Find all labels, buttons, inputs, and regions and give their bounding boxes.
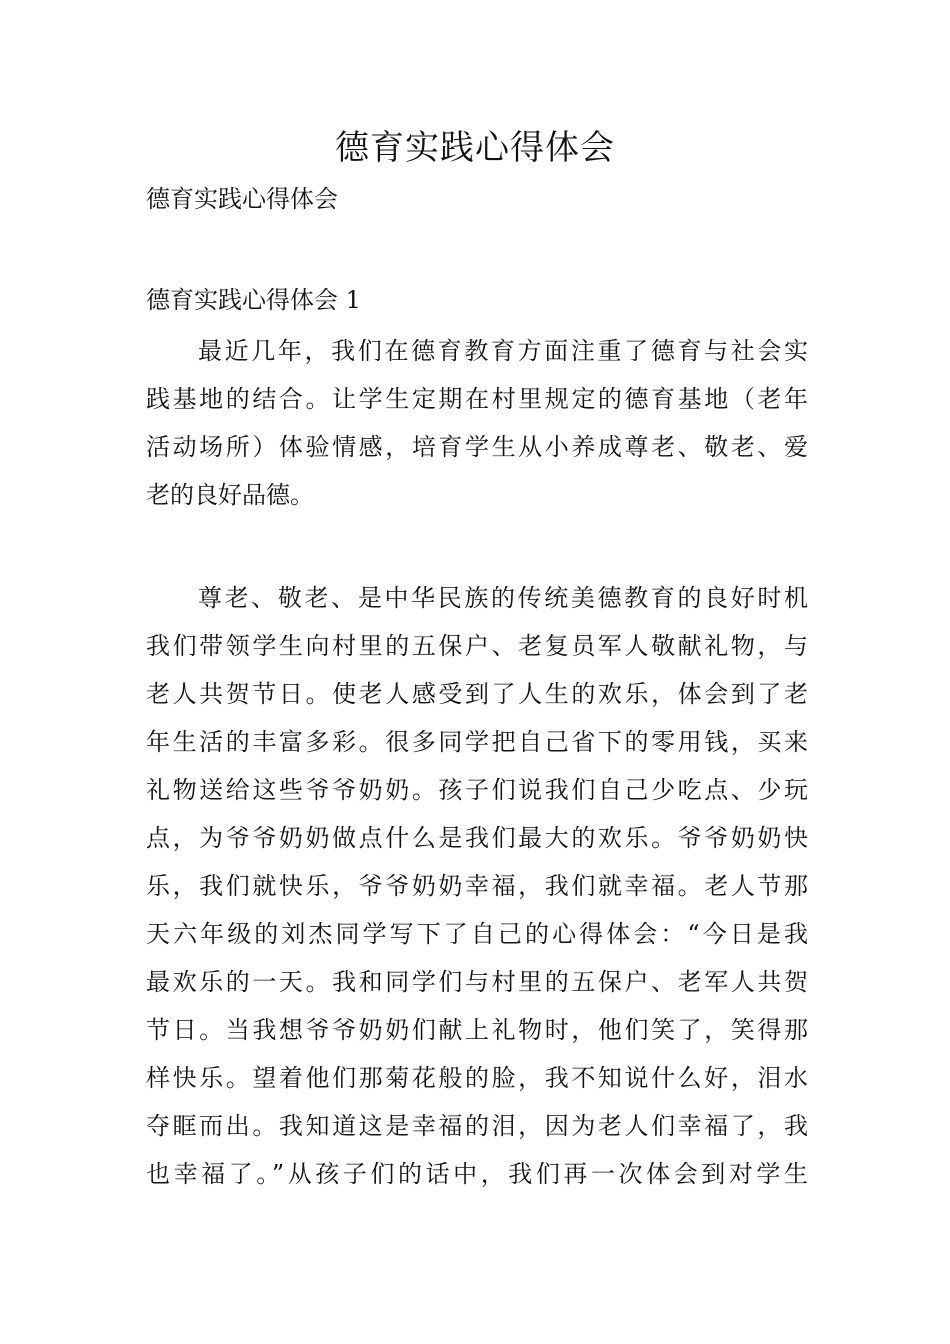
paragraph-2-line: 节日。当我想爷爷奶奶们献上礼物时，他们笑了，笑得那	[146, 1016, 808, 1044]
paragraph-2-line: 夺眶而出。我知道这是幸福的泪，因为老人们幸福了，我	[146, 1112, 808, 1140]
document-title: 德育实践心得体会	[335, 128, 615, 168]
paragraph-1-line: 最近几年，我们在德育教育方面注重了德育与社会实	[198, 337, 808, 365]
section-heading: 德育实践心得体会 1	[146, 286, 361, 314]
paragraph-2-line: 最欢乐的一天。我和同学们与村里的五保户、老军人共贺	[146, 968, 808, 996]
paragraph-1-line: 践基地的结合。让学生定期在村里规定的德育基地（老年	[146, 385, 808, 413]
paragraph-2-line: 也幸福了。”从孩子们的话中，我们再一次体会到对学生	[146, 1160, 808, 1188]
paragraph-2-line: 礼物送给这些爷爷奶奶。孩子们说我们自己少吃点、少玩	[146, 776, 808, 804]
paragraph-2-line: 年生活的丰富多彩。很多同学把自己省下的零用钱，买来	[146, 728, 808, 756]
paragraph-1-line: 老的良好品德。	[146, 481, 314, 509]
paragraph-2-line: 样快乐。望着他们那菊花般的脸，我不知说什么好，泪水	[146, 1064, 808, 1092]
document-subtitle: 德育实践心得体会	[146, 185, 338, 213]
paragraph-2-line: 乐，我们就快乐，爷爷奶奶幸福，我们就幸福。老人节那	[146, 872, 808, 900]
paragraph-2-line: 天六年级的刘杰同学写下了自己的心得体会：“今日是我	[146, 920, 808, 948]
paragraph-1-line: 活动场所）体验情感，培育学生从小养成尊老、敬老、爱	[146, 433, 808, 461]
paragraph-2-line: 老人共贺节日。使老人感受到了人生的欢乐，体会到了老	[146, 680, 808, 708]
paragraph-2-line: 尊老、敬老、是中华民族的传统美德教育的良好时机	[198, 584, 808, 612]
paragraph-2-line: 点，为爷爷奶奶做点什么是我们最大的欢乐。爷爷奶奶快	[146, 824, 808, 852]
paragraph-2-line: 我们带领学生向村里的五保户、老复员军人敬献礼物，与	[146, 632, 808, 660]
